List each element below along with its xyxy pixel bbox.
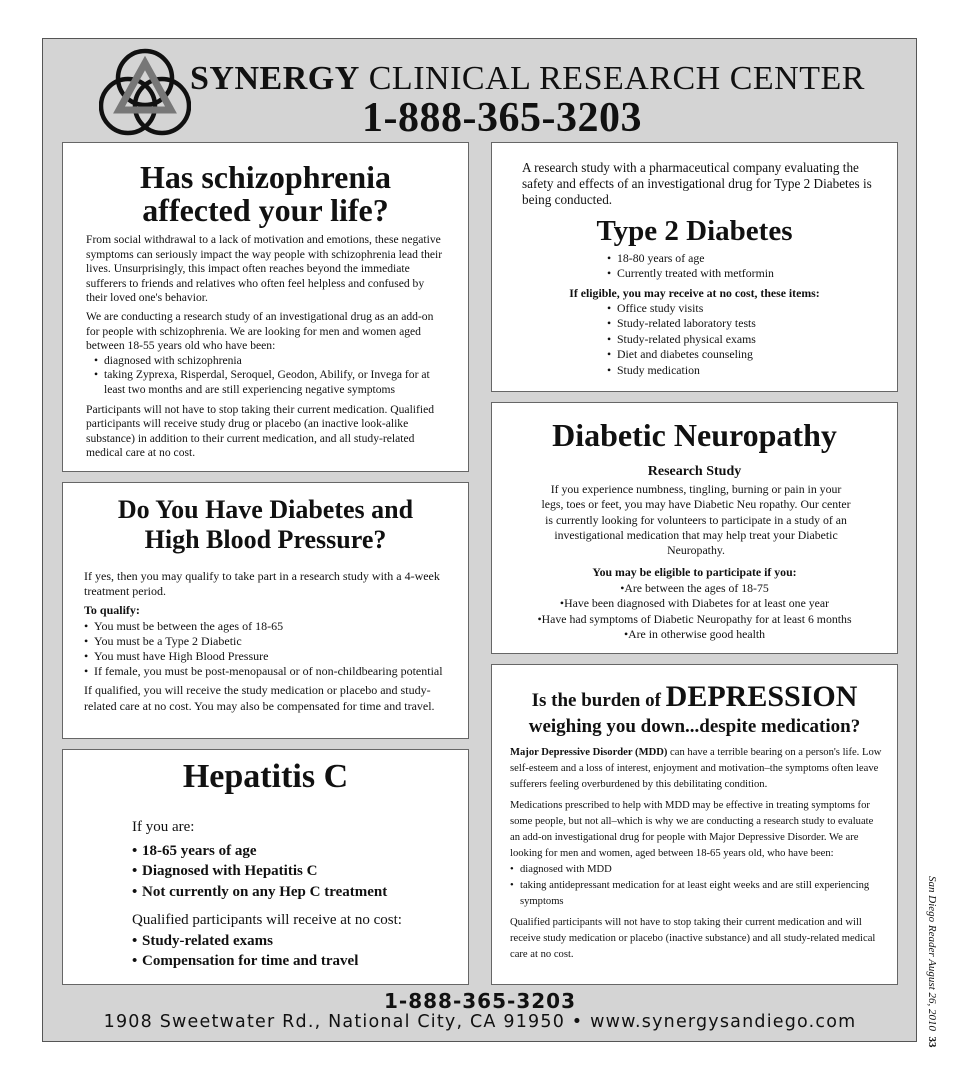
diabetes-bp-closing: If qualified, you will receive the study medication or placebo and study-related care at no cost. You may also be compensated for time and travel. bbox=[84, 683, 435, 713]
list-item: • You must be between the ages of 18-65 bbox=[84, 619, 454, 634]
schizophrenia-closing: Participants will not have to stop taking their current medication. Qualified participants will receive study drug or placebo (an inactive look-alike substance) in addition to their current medication, and all study-related medical care at no cost. bbox=[86, 402, 435, 460]
list-item: • taking Zyprexa, Risperdal, Seroquel, Geodon, Abilify, or Invega for at least two months and are still experiencing negative symptoms bbox=[94, 368, 448, 397]
type2-eligible-heading: If eligible, you may receive at no cost, these items: bbox=[569, 286, 820, 300]
publication-credit: San Diego Reader August 26, 2010 33 bbox=[926, 876, 938, 1048]
list-item: • Are in otherwise good health bbox=[492, 627, 897, 642]
neuropathy-box bbox=[491, 402, 898, 654]
list-item: • Diet and diabetes counseling bbox=[607, 347, 756, 362]
list-item: • Study medication bbox=[607, 363, 756, 378]
list-item: • Have been diagnosed with Diabetes for at least one year bbox=[492, 596, 897, 611]
list-item: • 18-80 years of age bbox=[607, 251, 774, 266]
hepatitis-box bbox=[62, 749, 469, 985]
list-item: • diagnosed with schizophrenia bbox=[94, 354, 448, 369]
footer-address: 1908 Sweetwater Rd., National City, CA 91950 • www.synergysandiego.com bbox=[103, 1012, 857, 1032]
list-item: • Study-related laboratory tests bbox=[607, 316, 756, 331]
list-item: • Are between the ages of 18-75 bbox=[492, 581, 897, 596]
type2-intro: A research study with a pharmaceutical company evaluating the safety and effects of an investigational drug for Type 2 Diabetes is being conducted. bbox=[522, 160, 872, 207]
depression-title: Is the burden of DEPRESSION weighing you down...despite medication? bbox=[528, 680, 861, 737]
list-item: • Have had symptoms of Diabetic Neuropathy for at least 6 months bbox=[492, 612, 897, 627]
type2-title: Type 2 Diabetes bbox=[596, 215, 793, 247]
list-item: • Study-related physical exams bbox=[607, 332, 756, 347]
list-item: • You must be a Type 2 Diabetic bbox=[84, 634, 454, 649]
list-item: • taking antidepressant medication for at least eight weeks and are still experiencing symptoms bbox=[510, 878, 885, 910]
list-item: • Office study visits bbox=[607, 301, 756, 316]
hepatitis-benefits bbox=[132, 931, 452, 972]
hepatitis-if-you-are: If you are: bbox=[132, 819, 195, 835]
depression-intro: Major Depressive Disorder (MDD) can have a terrible bearing on a person's life. Low self-esteem and a loss of interest, enjoyment and motivation–the symptoms often leave sufferers feeling overburdened by this debilitating condition. bbox=[510, 747, 882, 790]
list-item: • Not currently on any Hep C treatment bbox=[132, 882, 452, 903]
depression-study: Medications prescribed to help with MDD may be effective in treating symptoms for some people, but not all–which is why we are conducting a research study to evaluate an add-on investigational drug for people with Major Depressive Disorder. We are looking for men and women, aged between 18-65 years old, who have been: bbox=[510, 800, 874, 859]
neuropathy-title: Diabetic Neuropathy bbox=[552, 417, 837, 453]
list-item: • Diagnosed with Hepatitis C bbox=[132, 861, 452, 882]
diabetes-bp-box bbox=[62, 482, 469, 739]
synergy-logo-icon bbox=[99, 48, 191, 136]
header-phone: 1-888-365-3203 bbox=[362, 95, 642, 141]
list-item: • 18-65 years of age bbox=[132, 841, 452, 862]
schizophrenia-intro: From social withdrawal to a lack of motivation and emotions, these negative symptoms can seriously impact the way people with schizophrenia lead their lives. Unsurprisingly, this impact often reaches beyond the immediate sufferers to friends and relatives who often feel helpless and confused by their loved one's behavior. bbox=[86, 233, 443, 305]
type2-criteria bbox=[607, 251, 774, 282]
hepatitis-criteria bbox=[132, 841, 452, 903]
hepatitis-title: Hepatitis C bbox=[182, 758, 349, 795]
neuropathy-eligible-heading: You may be eligible to participate if you: bbox=[592, 565, 797, 579]
list-item: • Compensation for time and travel bbox=[132, 951, 452, 972]
type2-benefits bbox=[607, 301, 756, 378]
schizophrenia-box bbox=[62, 142, 469, 472]
center-name: SYNERGY CLINICAL RESEARCH CENTER bbox=[190, 60, 865, 97]
schizophrenia-title: Has schizophrenia affected your life? bbox=[140, 159, 391, 228]
schizophrenia-study: We are conducting a research study of an investigational drug as an add-on for people with schizophrenia. We are looking for men and women aged between 18-55 years old who have been: bbox=[86, 309, 434, 353]
type2-diabetes-box bbox=[491, 142, 898, 392]
depression-closing: Qualified participants will not have to stop taking their current medication and will receive study medication or placebo (inactive substance) and all study-related medical care at no cost. bbox=[510, 917, 876, 960]
depression-criteria bbox=[510, 862, 885, 910]
hepatitis-receive-heading: Qualified participants will receive at no cost: bbox=[132, 912, 402, 928]
neuropathy-subtitle: Research Study bbox=[647, 464, 742, 479]
diabetes-bp-criteria bbox=[84, 619, 454, 680]
list-item: • You must have High Blood Pressure bbox=[84, 649, 454, 664]
page-number: 33 bbox=[926, 1036, 938, 1048]
list-item: • Currently treated with metformin bbox=[607, 266, 774, 281]
footer-phone: 1-888-365-3203 bbox=[384, 989, 576, 1013]
list-item: • Study-related exams bbox=[132, 931, 452, 952]
depression-box bbox=[491, 664, 898, 985]
diabetes-bp-intro: If yes, then you may qualify to take part in a research study with a 4-week treatment period. bbox=[84, 569, 440, 599]
schizophrenia-criteria bbox=[94, 354, 448, 398]
qualify-heading: To qualify: bbox=[84, 603, 140, 618]
neuropathy-criteria bbox=[492, 581, 897, 643]
diabetes-bp-title: Do You Have Diabetes and High Blood Pressure? bbox=[117, 495, 414, 554]
list-item: • diagnosed with MDD bbox=[510, 862, 885, 878]
neuropathy-body: If you experience numbness, tingling, burning or pain in your legs, toes or feet, you may have Diabetic Neu ropathy. Our center is currently looking for volunteers to participate in a study of an investigational medication that may help treat your Diabetic Neuropathy. bbox=[541, 482, 851, 558]
list-item: • If female, you must be post-menopausal or of non-childbearing potential bbox=[84, 664, 454, 679]
